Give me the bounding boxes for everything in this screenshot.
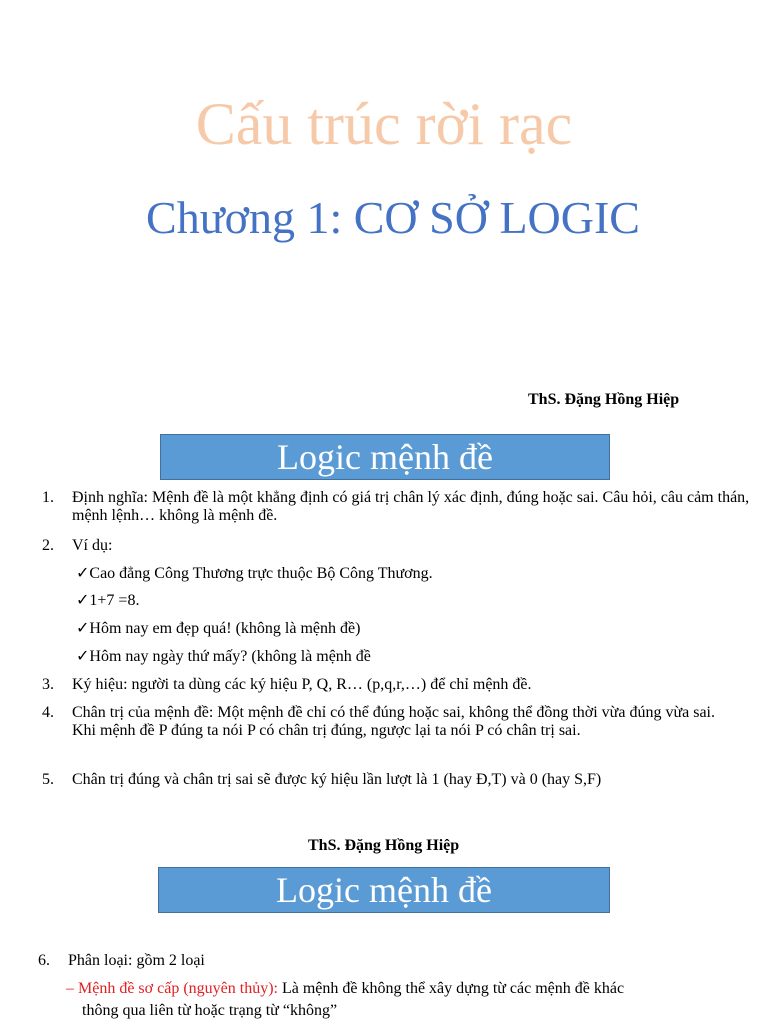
sub-item-continuation: thông qua liên từ hoặc trạng từ “không”: [82, 1002, 338, 1019]
list-number: 3.: [42, 676, 54, 693]
example-text: Hôm nay ngày thứ mấy? (không là mệnh đề: [89, 648, 371, 665]
check-icon: ✓: [76, 592, 90, 609]
section-banner-1: Logic mệnh đề: [160, 434, 610, 480]
example-text: Cao đẳng Công Thương trực thuộc Bộ Công Thương.: [89, 565, 433, 582]
example-item: [76, 620, 360, 638]
example-item: [76, 592, 139, 610]
check-icon: ✓: [76, 620, 90, 637]
author-name: ThS. Đặng Hồng Hiệp: [528, 391, 680, 408]
example-item: [76, 648, 371, 666]
check-icon: ✓: [76, 648, 90, 665]
example-text: Hôm nay em đẹp quá! (không là mệnh đề): [89, 620, 361, 637]
list-number: 5.: [42, 771, 54, 788]
list-text: Ký hiệu: người ta dùng các ký hiệu P, Q, R… (p,q,r,…) để chỉ mệnh đề.: [72, 676, 532, 693]
list-text: Ví dụ:: [72, 537, 113, 554]
list-text: Chân trị đúng và chân trị sai sẽ được ký hiệu lần lượt là 1 (hay Đ,T) và 0 (hay S,F): [72, 771, 602, 788]
check-icon: ✓: [76, 565, 90, 582]
sub-item-term: Mệnh đề sơ cấp (nguyên thủy):: [78, 980, 278, 997]
sub-item-dash: –: [66, 980, 74, 997]
example-item: [76, 565, 433, 583]
section-banner-2: Logic mệnh đề: [158, 867, 610, 913]
list-text: Chân trị của mệnh đề: Một mệnh đề chỉ có thể đúng hoặc sai, không thể đồng thời vừa đúng vừa sai. Khi mệnh đề P đúng ta nói P có chân trị đúng, ngược lại ta nói P có chân trị sai.: [72, 704, 715, 739]
list-text: Phân loại: gồm 2 loại: [68, 952, 205, 969]
list-text: Định nghĩa: Mệnh đề là một khẳng định có giá trị chân lý xác định, đúng hoặc sai. Câu hỏi, câu cảm thán, mệnh lệnh… không là mệnh đề.: [72, 489, 750, 524]
sub-item-text: Là mệnh đề không thể xây dựng từ các mệnh đề khác: [277, 980, 625, 997]
list-number: 1.: [42, 489, 54, 506]
list-number: 4.: [42, 704, 54, 721]
chapter-title: Chương 1: CƠ SỞ LOGIC: [146, 192, 640, 243]
list-number: 2.: [42, 537, 54, 554]
list-number: 6.: [38, 952, 50, 969]
example-text: 1+7 =8.: [89, 592, 140, 609]
document-title: Cấu trúc rời rạc: [195, 91, 573, 157]
author-name: ThS. Đặng Hồng Hiệp: [308, 837, 460, 854]
sub-item: [66, 980, 756, 998]
